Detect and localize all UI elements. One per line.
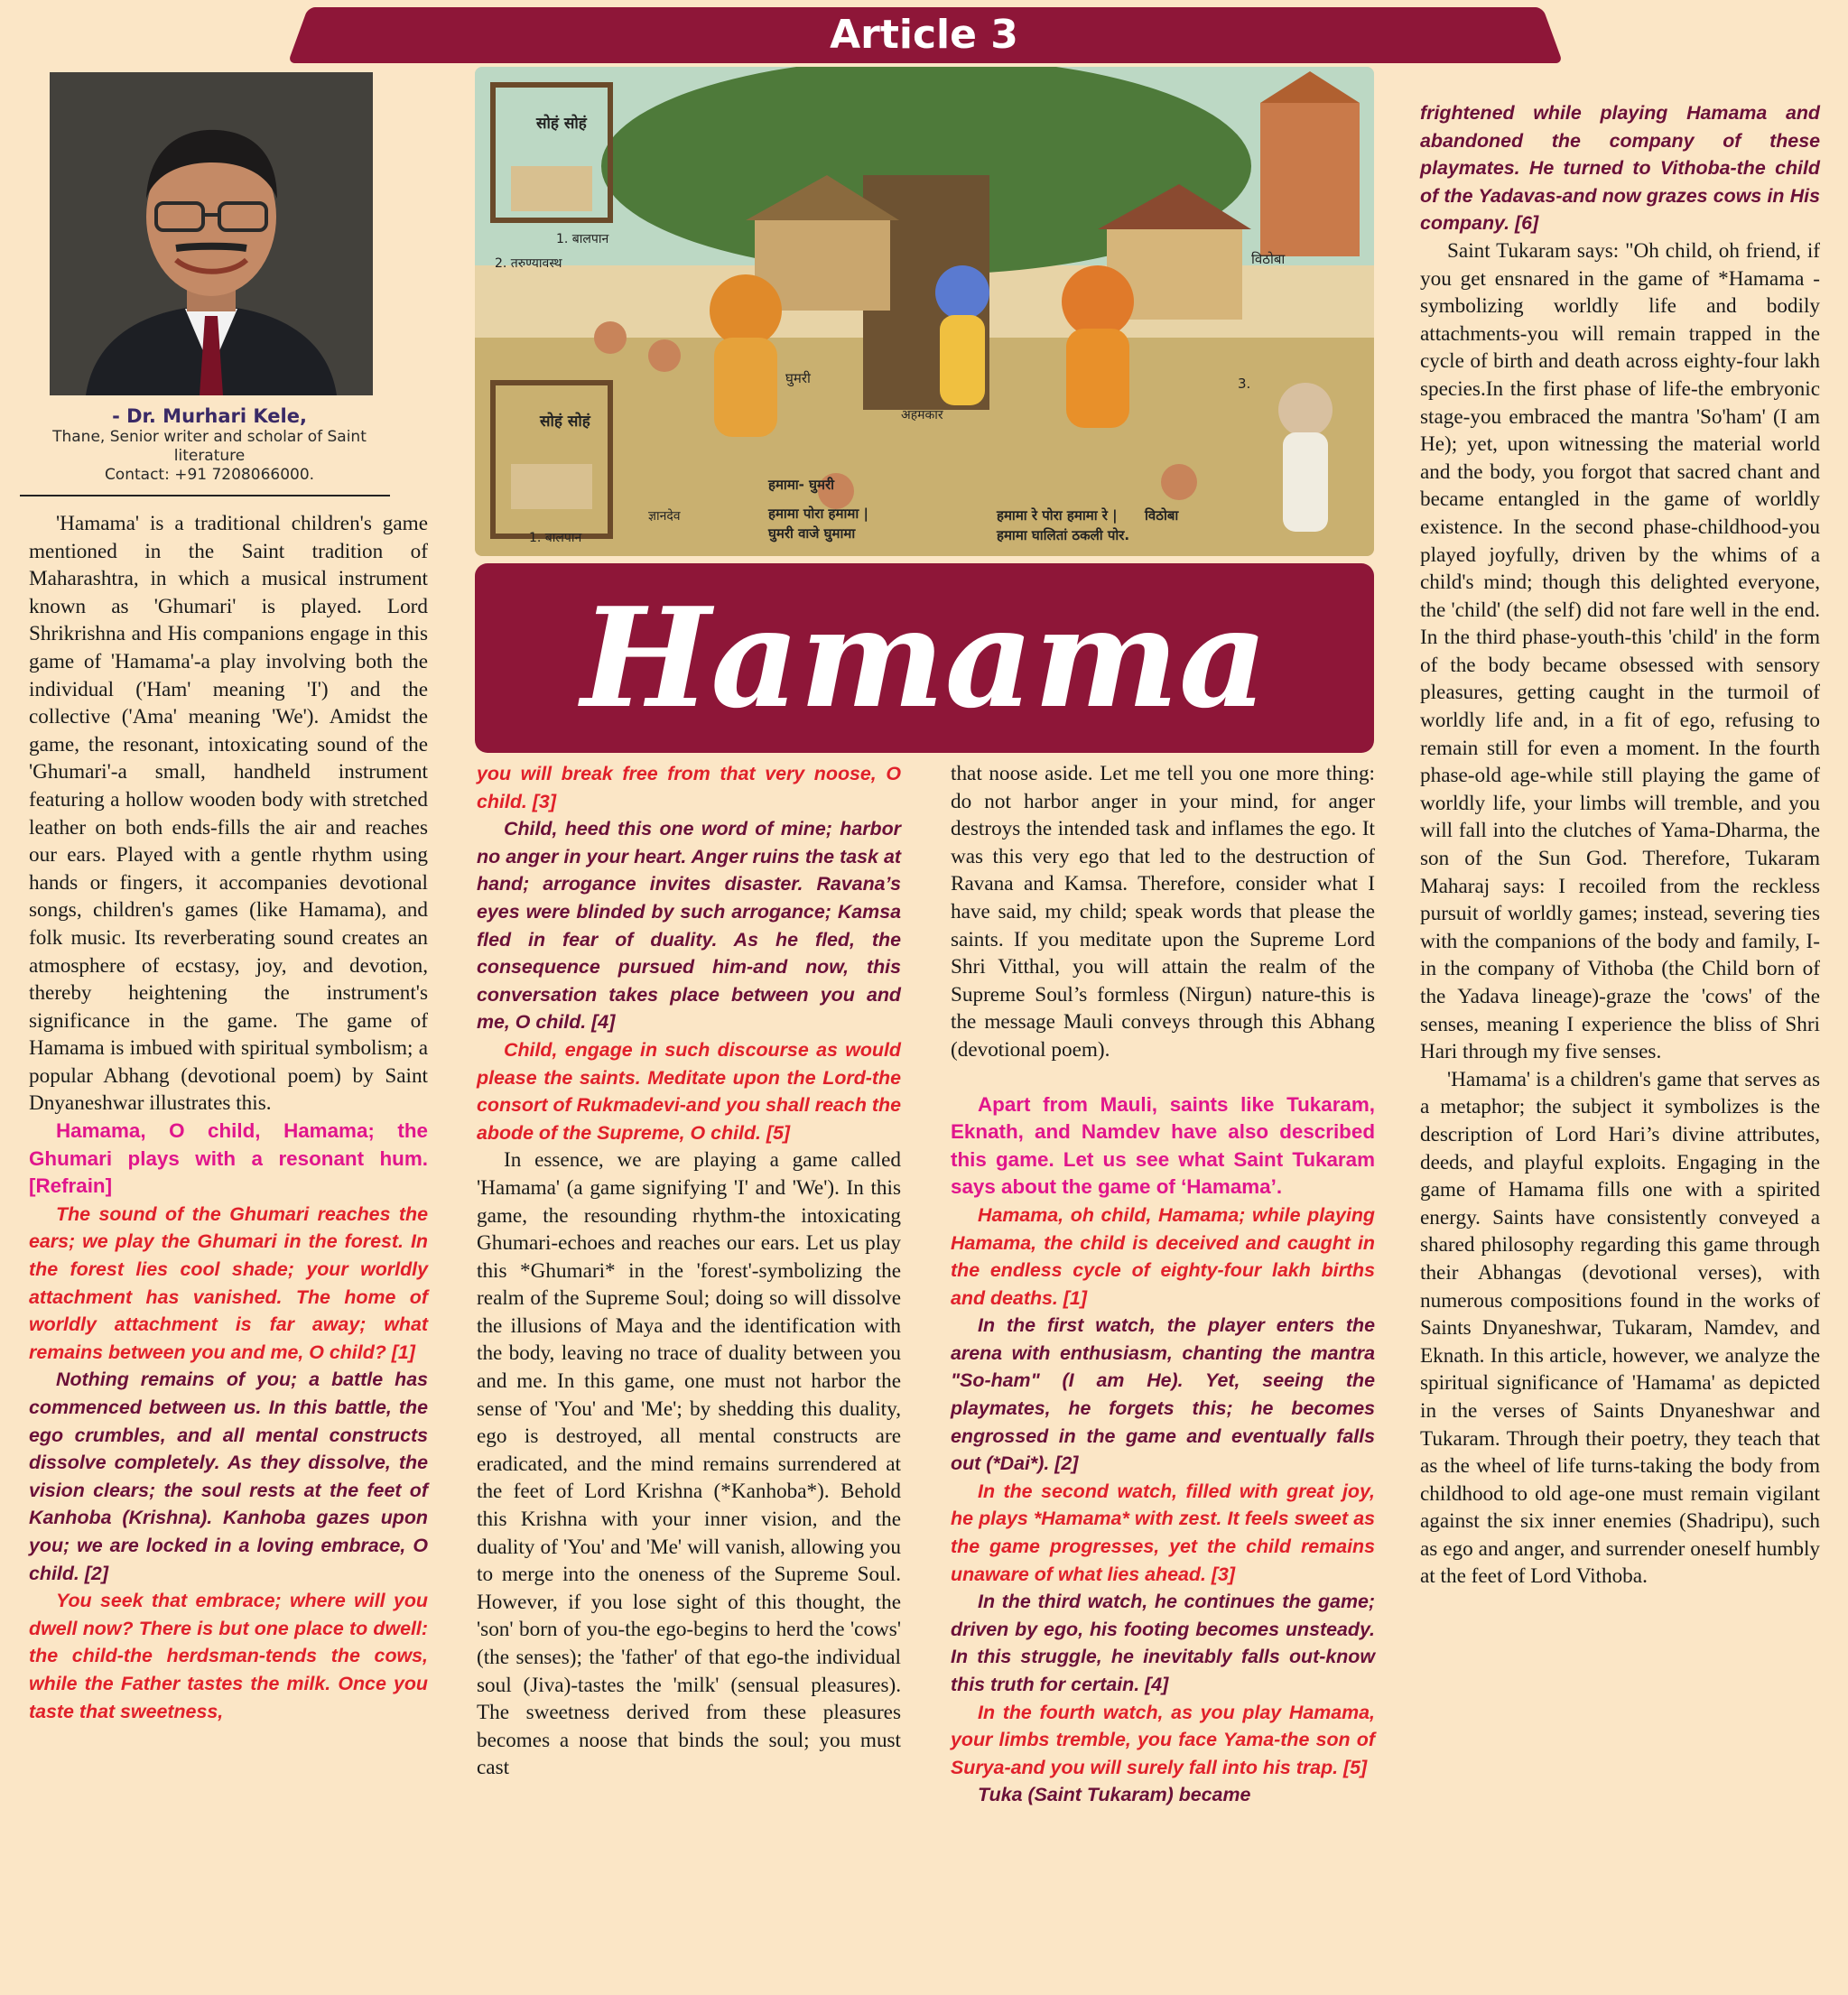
- article-label: Article 3: [830, 12, 1018, 58]
- tukaram-verse-3: In the second watch, filled with great joy, he plays *Hamama* with zest. It feels sweet as the game progresses, yet the child remains unaware of what lies ahead. [3]: [951, 1480, 1375, 1585]
- verse-5: Child, engage in such discourse as would please the saints. Meditate upon the Lord-the consort of Rukmadevi-and you shall reach the abode of the Supreme, O child. [5]: [477, 1038, 901, 1144]
- article-title: Hamama: [580, 577, 1268, 738]
- author-name: - Dr. Murhari Kele,: [112, 405, 307, 427]
- tukaram-verse-5: In the fourth watch, as you play Hamama, your limbs tremble, you face Yama-the son of Surya-and you will surely fall into his trap. [5]: [951, 1701, 1375, 1778]
- author-portrait-image: [50, 72, 373, 395]
- tukaram-intro: Apart from Mauli, saints like Tukaram, Eknath, and Namdev have also described this game. Let us see what Saint Tukaram says about the game of ‘Hamama’.: [951, 1092, 1375, 1199]
- tukaram-explanation: Saint Tukaram says: "Oh child, oh friend, if you get ensnared in the game of *Hamama -symbolizing worldly life and bodily attachments-you will remain trapped in the cycle of birth and death across eighty-four lakh species.In the first phase of life-the embryonic stage-you embraced the mantra 'So'ham' (I am He); yet, upon witnessing the material world and the body, you forgot that sacred chant and became entangled in the game of worldly existence. In the second phase-childhood-you played joyfully, driven by the whims of a child's mind; though this delighted everyone, the 'child' (the self) did not fare well in the end. In the third phase-youth-this 'child' in the form of the body became obsessed with sensory pleasures, getting caught in the turmoil of worldly life and, in a fit of ego, refusing to remain still for even a moment. In the fourth phase-old age-while still playing the game of worldly life, your limbs will tremble, and you will fall into the clutches of Yama-Dharma, the son of the Sun God. Therefore, Tukaram Maharaj says: I recoiled from the reckless pursuit of worldly games; instead, severing ties with the companions of the body and family, I-in the company of Vithoba (the Child born of the Yadava lineage)-graze the 'cows' of the senses, meaning I experience the bliss of Shri Hari through my five senses.: [1420, 238, 1820, 1064]
- ahamkar-label: अहमकार: [901, 408, 943, 422]
- conclusion-paragraph: 'Hamama' is a children's game that serves as a metaphor; the subject it symbolizes is the description of Lord Hari’s divine attributes, deeds, and playful exploits. Engaging in the game of Hamama fills one with a spirited energy. Saints have consistently conveyed a shared philosophy regarding this game through their Abhangas (devotional verses), with numerous compositions found in the works of Saints Dnyaneshwar, Tukaram, Namdev, and Eknath. In this article, however, we analyze the spiritual significance of 'Hamama' as depicted in the verses of Saints Dnyaneshwar and Tukaram. Through their poetry, they teach that as the wheel of life turns-taking the body from childhood to old age-one must remain vigilant against the six inner enemies (Shadripu), such as ego and anger, and surrender oneself humbly at the feet of Lord Vithoba.: [1420, 1067, 1820, 1589]
- hamama-ghumari-label: हमामा- घुमरी: [768, 477, 834, 493]
- mauli-paragraph: that noose aside. Let me tell you one more thing: do not harbor anger in your mind, for anger destroys the intended task and inflames the ego. It was this very ego that led to the destruction of Ravana and Kamsa. Therefore, consider what I have said, my child; speak words that please the saints. If you meditate upon the Supreme Lord Shri Vitthal, you will attain the realm of the Supreme Soul’s formless (Nirgun) nature-this is the message Mauli conveys through this Abhang (devotional poem).: [951, 762, 1375, 1062]
- ghumari-label: घुमरी: [785, 370, 811, 386]
- dnyandev-label: ज्ञानदेव: [648, 509, 681, 524]
- column-3: [951, 760, 1375, 1809]
- tukaram-verse-4: In the third watch, he continues the game; driven by ego, his footing becomes unsteady. In this struggle, he inevitably falls out-know this truth for certain. [4]: [951, 1591, 1375, 1695]
- hamama-illustration: [475, 67, 1374, 556]
- vithoba-label-bottom: विठोबा: [1145, 507, 1179, 524]
- author-byline: [20, 404, 399, 485]
- stage1-label-top: 1. बालपान: [556, 232, 609, 246]
- column-1: [29, 510, 428, 1725]
- stage1-label-bottom: 1. बालपान: [529, 531, 582, 545]
- verse-3-start: You seek that embrace; where will you dwell now? There is but one place to dwell: the child-the herdsman-tends the cows, while the Father tastes the milk. Once you taste that sweetness,: [29, 1590, 428, 1722]
- tukaram-verse-6-end: frightened while playing Hamama and abandoned the company of these playmates. He turned to Vithoba-the child of the Yadavas-and now grazes cows in His company. [6]: [1420, 102, 1820, 235]
- author-role: Thane, Senior writer and scholar of Saint literature: [52, 428, 367, 465]
- soham-label-mid: सोहं सोहं: [540, 413, 590, 431]
- spacer: [951, 1064, 1375, 1091]
- verse-1: The sound of the Ghumari reaches the ears; we play the Ghumari in the forest. In the forest lies cool shade; your worldly attachment has vanished. The home of worldly attachment is far away; what remains between you and me, O child? [1]: [29, 1202, 428, 1363]
- verse-2: Nothing remains of you; a battle has commenced between us. In this battle, the ego crumbles, and all mental constructs dissolve completely. As they dissolve, the vision clears; the soul rests at the feet of Kanhoba (Krishna). Kanhoba gazes upon you; we are locked in a loving embrace, O child. [2]: [29, 1369, 428, 1584]
- intro-paragraph: 'Hamama' is a traditional children's game mentioned in the Saint tradition of Maharashtra, in which a musical instrument known as 'Ghumari' is played. Lord Shrikrishna and His companions engage in this game of 'Hamama'-a play involving both the individual ('Ham' meaning 'I') and the collective ('Ama' meaning 'We'). Amidst the game, the resonant, intoxicating sound of the 'Ghumari'-a small, handheld instrument featuring a hollow wooden body with stretched leather on both ends-fills the air and reaches our ears. Played with a gentle rhythm using hands or fingers, it accompanies devotional songs, children's games (like Hamama), and folk music. Its reverberating sound creates an atmosphere of ecstasy, joy, and devotion, thereby heightening the instrument's significance in the game. The game of Hamama is imbued with spiritual symbolism; a popular Abhang (devotional poem) by Saint Dnyaneshwar illustrates this.: [29, 512, 428, 1116]
- byline-divider: [20, 495, 390, 496]
- stage2-label: 2. तरुण्यावस्थ: [495, 256, 562, 271]
- author-contact: Contact: +91 7208066000.: [104, 466, 315, 484]
- tukaram-verse-1: Hamama, oh child, Hamama; while playing Hamama, the child is deceived and caught in the endless cycle of eighty-four lakh births and deaths. [1]: [951, 1203, 1375, 1309]
- column-4: [1420, 99, 1820, 1591]
- refrain-heading: Hamama, O child, Hamama; the Ghumari plays with a resonant hum. [Refrain]: [29, 1119, 428, 1198]
- verse-3-end: you will break free from that very noose, O child. [3]: [477, 763, 901, 812]
- verse2-line1: हमामा रे पोरा हमामा रे |: [997, 507, 1118, 524]
- illustration-scene: [475, 67, 1374, 556]
- stage3-label: 3.: [1238, 376, 1251, 392]
- column-2: [477, 760, 901, 1782]
- tukaram-verse-6-start: Tuka (Saint Tukaram) became: [978, 1784, 1251, 1806]
- essence-paragraph: In essence, we are playing a game called 'Hamama' (a game signifying 'I' and 'We'). In this game, the resounding rhythm-the intoxicating Ghumari-echoes and reaches our ears. Let us play this *Ghumari* in the 'forest'-symbolizing the realm of the Supreme Soul; doing so will dissolve the illusions of Maya and the identification with the body, leaving no trace of duality between you and me. In this game, one must not harbor the sense of 'You' and 'Me'; by shedding this duality, ego is destroyed, all mental constructs are eradicated, and the mind remains surrendered at the feet of Lord Krishna (*Kanhoba*). Behold this Krishna with your inner vision, and the duality of 'You' and 'Me' will vanish, allowing you to merge into the oneness of the Supreme Soul. However, if you lose sight of this thought, the 'son' born of you-the ego-begins to herd the 'cows' (the senses); the 'father' of that ego-the individual soul (Jiva)-tastes the 'milk' (sensual pleasures). The sweetness derived from these pleasures becomes a noose that binds the soul; you must cast: [477, 1148, 901, 1780]
- vithoba-label-top: विठोबा: [1251, 251, 1286, 267]
- verse2-line2: हमामा घालितां ठकली पोर.: [997, 527, 1130, 543]
- verse-4: Child, heed this one word of mine; harbor no anger in your heart. Anger ruins the task at hand; arrogance invites disaster. Ravana’s eyes were blinded by such arrogance; Kamsa fled in fear of duality. As he fled, the consequence pursued him-and now, this conversation takes place between you and me, O child. [4]: [477, 818, 901, 1034]
- soham-label-top: सोहं सोहं: [536, 115, 587, 133]
- tukaram-verse-2: In the first watch, the player enters the arena with enthusiasm, chanting the mantra "So-ham" (I am He). Yet, seeing the playmates, he forgets this; he becomes engrossed in the game and eventually falls out (*Dai*). [2]: [951, 1314, 1375, 1475]
- author-photo: [50, 72, 373, 395]
- verse1-line1: हमामा पोरा हमामा |: [768, 506, 868, 522]
- verse1-line2: घुमरी वाजे घुमामा: [768, 525, 856, 542]
